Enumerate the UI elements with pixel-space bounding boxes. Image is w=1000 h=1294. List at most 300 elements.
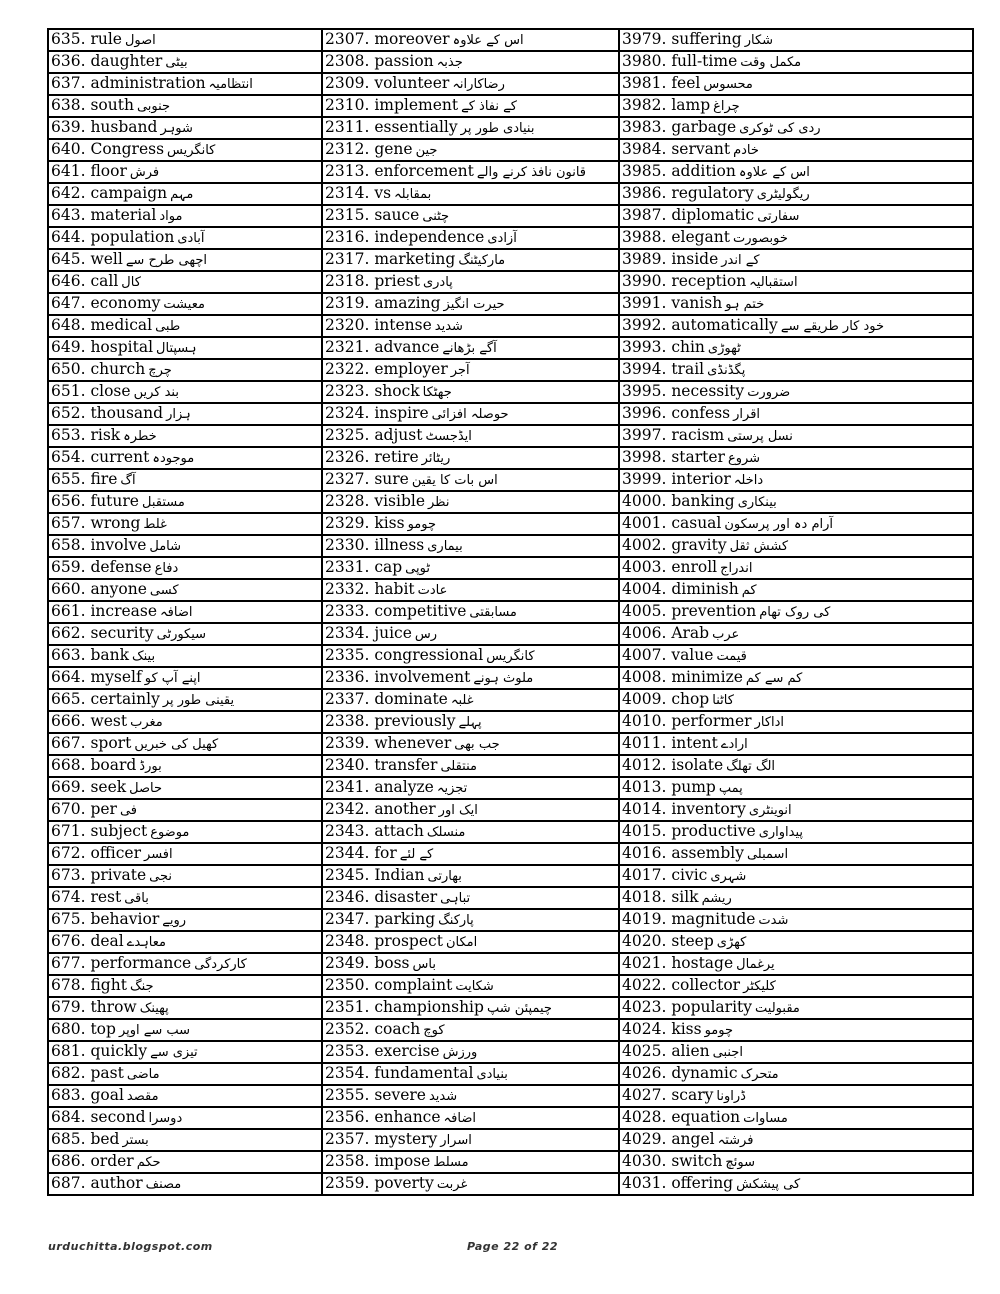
entry-number: 2309. <box>325 74 370 92</box>
urdu-translation: آجر <box>450 363 470 378</box>
vocab-entry-cell <box>322 887 619 909</box>
english-word: dominate <box>374 690 448 708</box>
urdu-translation: رس <box>414 627 438 642</box>
english-word: anyone <box>90 580 147 598</box>
entry-number: 2339. <box>325 734 370 752</box>
entry-number: 2354. <box>325 1064 370 1082</box>
english-word: rest <box>90 888 122 906</box>
entry-number: 2326. <box>325 448 370 466</box>
vocab-entry-cell <box>619 73 973 95</box>
urdu-translation: ردی کی ٹوکری <box>739 121 821 136</box>
vocab-entry-cell <box>48 997 322 1019</box>
vocab-entry-cell <box>619 1085 973 1107</box>
entry-number: 3989. <box>622 250 667 268</box>
vocab-entry-cell <box>48 1019 322 1041</box>
english-word: full-time <box>671 52 738 70</box>
vocab-entry-cell <box>322 161 619 183</box>
vocab-entry-cell <box>619 381 973 403</box>
table-row <box>48 139 973 161</box>
vocab-entry-cell <box>619 29 973 51</box>
english-word: priest <box>374 272 420 290</box>
vocab-entry-cell <box>619 337 973 359</box>
english-word: civic <box>671 866 708 884</box>
entry-number: 637. <box>51 74 86 92</box>
vocab-entry-cell <box>48 359 322 381</box>
entry-number: 683. <box>51 1086 86 1104</box>
english-word: fundamental <box>374 1064 474 1082</box>
urdu-translation: تیزی سے <box>150 1045 198 1060</box>
urdu-translation: پارکنگ <box>438 913 474 928</box>
english-word: retire <box>374 448 419 466</box>
entry-number: 662. <box>51 624 86 642</box>
english-word: thousand <box>90 404 164 422</box>
urdu-translation: الگ تھلگ <box>726 759 776 774</box>
entry-number: 2335. <box>325 646 370 664</box>
urdu-translation: بینکاری <box>737 495 777 510</box>
vocab-entry-cell <box>48 227 322 249</box>
urdu-translation: شدید <box>434 319 463 334</box>
vocab-entry-cell <box>619 557 973 579</box>
english-word: involve <box>90 536 147 554</box>
table-row <box>48 997 973 1019</box>
entry-number: 2324. <box>325 404 370 422</box>
urdu-translation: شکایت <box>455 979 494 994</box>
entry-number: 676. <box>51 932 86 950</box>
entry-number: 2357. <box>325 1130 370 1148</box>
vocab-entry-cell <box>48 601 322 623</box>
vocab-entry-cell <box>322 51 619 73</box>
urdu-translation: ریٹائر <box>421 451 451 466</box>
urdu-translation: بینک <box>132 649 156 664</box>
entry-number: 651. <box>51 382 86 400</box>
entry-number: 2333. <box>325 602 370 620</box>
urdu-translation: موضوع <box>150 825 190 840</box>
vocab-entry-cell <box>48 1063 322 1085</box>
urdu-translation: محسوس <box>703 77 753 92</box>
vocab-entry-cell <box>48 469 322 491</box>
vocab-entry-cell <box>322 755 619 777</box>
vocab-entry-cell <box>322 271 619 293</box>
urdu-translation: بیٹی <box>165 55 188 70</box>
vocab-entry-cell <box>48 579 322 601</box>
vocab-entry-cell <box>619 359 973 381</box>
table-row <box>48 755 973 777</box>
urdu-translation: اصول <box>124 33 156 48</box>
entry-number: 4029. <box>622 1130 667 1148</box>
vocab-entry-cell <box>619 909 973 931</box>
urdu-translation: پمپ <box>718 781 743 796</box>
entry-number: 2312. <box>325 140 370 158</box>
entry-number: 2330. <box>325 536 370 554</box>
english-word: confess <box>671 404 731 422</box>
vocab-entry-cell <box>619 227 973 249</box>
entry-number: 4011. <box>622 734 667 752</box>
vocab-entry-cell <box>322 1063 619 1085</box>
entry-number: 4030. <box>622 1152 667 1170</box>
vocab-entry-cell <box>322 381 619 403</box>
english-word: private <box>90 866 147 884</box>
entry-number: 2319. <box>325 294 370 312</box>
urdu-translation: انتظامیہ <box>208 77 253 92</box>
english-word: essentially <box>374 118 458 136</box>
english-word: independence <box>374 228 485 246</box>
vocab-entry-cell <box>48 117 322 139</box>
entry-number: 656. <box>51 492 86 510</box>
english-word: fire <box>90 470 118 488</box>
vocab-entry-cell <box>48 447 322 469</box>
entry-number: 4025. <box>622 1042 667 1060</box>
entry-number: 672. <box>51 844 86 862</box>
vocab-entry-cell <box>619 513 973 535</box>
entry-number: 3991. <box>622 294 667 312</box>
english-word: author <box>90 1174 143 1192</box>
entry-number: 664. <box>51 668 86 686</box>
vocab-entry-cell <box>322 315 619 337</box>
urdu-translation: کی روک تھام <box>759 605 831 620</box>
vocab-entry-cell <box>619 1173 973 1195</box>
urdu-translation: کانگریس <box>486 649 535 664</box>
entry-number: 2321. <box>325 338 370 356</box>
english-word: implement <box>374 96 459 114</box>
english-word: close <box>90 382 131 400</box>
english-word: quickly <box>90 1042 148 1060</box>
entry-number: 2349. <box>325 954 370 972</box>
english-word: behavior <box>90 910 160 928</box>
english-word: suffering <box>671 30 742 48</box>
english-word: sure <box>374 470 409 488</box>
entry-number: 666. <box>51 712 86 730</box>
urdu-translation: بستر <box>122 1133 149 1148</box>
urdu-translation: اسمبلی <box>746 847 789 862</box>
urdu-translation: ٹھوڑی <box>707 341 741 356</box>
entry-number: 4019. <box>622 910 667 928</box>
table-row <box>48 183 973 205</box>
urdu-translation: ملوث ہونے <box>473 671 534 686</box>
entry-number: 2345. <box>325 866 370 884</box>
english-word: kiss <box>671 1020 702 1038</box>
urdu-translation: سب سے اوپر <box>118 1023 191 1038</box>
english-word: past <box>90 1064 124 1082</box>
entry-number: 3983. <box>622 118 667 136</box>
vocab-entry-cell <box>322 491 619 513</box>
english-word: steep <box>671 932 714 950</box>
vocab-entry-cell <box>48 909 322 931</box>
urdu-translation: جب بھی <box>454 737 500 752</box>
vocab-entry-cell <box>619 689 973 711</box>
english-word: illness <box>374 536 425 554</box>
vocab-entry-cell <box>619 425 973 447</box>
urdu-translation: یقینی طور پر <box>162 693 235 708</box>
urdu-translation: سوئچ <box>725 1155 756 1170</box>
entry-number: 2351. <box>325 998 370 1016</box>
english-word: sport <box>90 734 132 752</box>
urdu-translation: قانون نافذ کرنے والے <box>476 165 587 180</box>
english-word: enforcement <box>374 162 474 180</box>
entry-number: 2344. <box>325 844 370 862</box>
vocab-entry-cell <box>48 777 322 799</box>
table-row <box>48 909 973 931</box>
english-word: vanish <box>671 294 723 312</box>
entry-number: 659. <box>51 558 86 576</box>
urdu-translation: کلیکٹر <box>743 979 776 994</box>
urdu-translation: طبی <box>155 319 181 334</box>
entry-number: 674. <box>51 888 86 906</box>
entry-number: 2340. <box>325 756 370 774</box>
urdu-translation: حکم <box>136 1155 161 1170</box>
entry-number: 3987. <box>622 206 667 224</box>
entry-number: 657. <box>51 514 86 532</box>
entry-number: 4002. <box>622 536 667 554</box>
vocab-entry-cell <box>322 843 619 865</box>
english-word: angel <box>671 1130 715 1148</box>
table-row <box>48 469 973 491</box>
vocab-entry-cell <box>322 821 619 843</box>
vocab-entry-cell <box>48 29 322 51</box>
entry-number: 4022. <box>622 976 667 994</box>
vocab-entry-cell <box>48 51 322 73</box>
vocab-entry-cell <box>48 425 322 447</box>
urdu-translation: مہم <box>170 187 194 202</box>
english-word: goal <box>90 1086 124 1104</box>
vocab-entry-cell <box>322 601 619 623</box>
table-row <box>48 205 973 227</box>
vocab-entry-cell <box>322 1151 619 1173</box>
vocab-entry-cell <box>322 183 619 205</box>
vocab-entry-cell <box>48 73 322 95</box>
english-word: advance <box>374 338 440 356</box>
vocab-entry-cell <box>619 755 973 777</box>
table-row <box>48 425 973 447</box>
urdu-translation: نسل پرستی <box>727 429 793 444</box>
vocab-entry-cell <box>619 1129 973 1151</box>
entry-number: 671. <box>51 822 86 840</box>
table-row <box>48 601 973 623</box>
urdu-translation: تجزیہ <box>436 781 468 796</box>
vocab-entry-cell <box>48 975 322 997</box>
table-row <box>48 51 973 73</box>
table-row <box>48 95 973 117</box>
vocab-entry-cell <box>322 227 619 249</box>
entry-number: 2314. <box>325 184 370 202</box>
entry-number: 4028. <box>622 1108 667 1126</box>
vocab-entry-cell <box>322 249 619 271</box>
urdu-translation: مغرب <box>130 715 163 730</box>
vocab-entry-cell <box>619 293 973 315</box>
urdu-translation: آرام دہ اور پرسکون <box>724 517 834 532</box>
vocab-entry-cell <box>619 1107 973 1129</box>
entry-number: 2325. <box>325 426 370 444</box>
urdu-translation: آگ <box>120 473 136 488</box>
urdu-translation: پھینک <box>139 1001 169 1016</box>
urdu-translation: شامل <box>149 539 182 554</box>
english-word: disaster <box>374 888 438 906</box>
english-word: previously <box>374 712 456 730</box>
urdu-translation: چراغ <box>713 99 740 114</box>
urdu-translation: آزادی <box>487 231 517 246</box>
english-word: minimize <box>671 668 743 686</box>
english-word: medical <box>90 316 153 334</box>
entry-number: 2358. <box>325 1152 370 1170</box>
english-word: performance <box>90 954 192 972</box>
entry-number: 4013. <box>622 778 667 796</box>
english-word: interior <box>671 470 731 488</box>
english-word: kiss <box>374 514 405 532</box>
urdu-translation: جذبہ <box>436 55 463 70</box>
table-row <box>48 1129 973 1151</box>
urdu-translation: کانگریس <box>167 143 216 158</box>
vocab-entry-cell <box>322 293 619 315</box>
vocab-entry-cell <box>322 447 619 469</box>
vocab-entry-cell <box>322 1173 619 1195</box>
urdu-translation: شوہر <box>160 121 193 136</box>
vocab-entry-cell <box>322 535 619 557</box>
english-word: moreover <box>374 30 450 48</box>
urdu-translation: اسرار <box>440 1133 472 1148</box>
urdu-translation: مقبولیت <box>755 1001 800 1016</box>
vocab-entry-cell <box>48 689 322 711</box>
urdu-translation: اداکار <box>754 715 785 730</box>
vocab-entry-cell <box>48 557 322 579</box>
entry-number: 3993. <box>622 338 667 356</box>
entry-number: 2329. <box>325 514 370 532</box>
vocab-entry-cell <box>322 359 619 381</box>
entry-number: 2328. <box>325 492 370 510</box>
vocab-entry-cell <box>48 1107 322 1129</box>
urdu-translation: اضافہ <box>443 1111 476 1126</box>
entry-number: 3998. <box>622 448 667 466</box>
english-word: transfer <box>374 756 438 774</box>
english-word: current <box>90 448 150 466</box>
english-word: attach <box>374 822 424 840</box>
vocab-entry-cell <box>322 733 619 755</box>
english-word: population <box>90 228 175 246</box>
entry-number: 4026. <box>622 1064 667 1082</box>
english-word: gene <box>374 140 413 158</box>
urdu-translation: فی <box>119 803 138 818</box>
urdu-translation: رضاکارانہ <box>452 77 505 92</box>
urdu-translation: سفارتی <box>757 209 800 224</box>
urdu-translation: اندراج <box>720 561 753 576</box>
entry-number: 2332. <box>325 580 370 598</box>
entry-number: 2320. <box>325 316 370 334</box>
table-row <box>48 887 973 909</box>
vocab-entry-cell <box>619 183 973 205</box>
entry-number: 670. <box>51 800 86 818</box>
urdu-translation: مصنف <box>145 1177 182 1192</box>
urdu-translation: مقصد <box>126 1089 159 1104</box>
table-row <box>48 1151 973 1173</box>
urdu-translation: ضرورت <box>747 385 791 400</box>
english-word: mystery <box>374 1130 438 1148</box>
english-word: prospect <box>374 932 443 950</box>
vocabulary-table <box>47 28 974 1196</box>
english-word: marketing <box>374 250 456 268</box>
urdu-translation: ریشم <box>701 891 732 906</box>
vocab-entry-cell <box>322 205 619 227</box>
urdu-translation: اجنبی <box>712 1045 743 1060</box>
entry-number: 635. <box>51 30 86 48</box>
vocab-entry-cell <box>48 513 322 535</box>
english-word: pump <box>671 778 716 796</box>
urdu-translation: پیداواری <box>758 825 804 840</box>
vocab-entry-cell <box>48 645 322 667</box>
english-word: feel <box>671 74 701 92</box>
table-row <box>48 73 973 95</box>
table-row <box>48 161 973 183</box>
urdu-translation: مستقبل <box>141 495 185 510</box>
entry-number: 2334. <box>325 624 370 642</box>
vocab-entry-cell <box>48 491 322 513</box>
table-row <box>48 29 973 51</box>
entry-number: 646. <box>51 272 86 290</box>
table-row <box>48 535 973 557</box>
vocab-entry-cell <box>322 1019 619 1041</box>
urdu-translation: نظر <box>428 495 450 510</box>
entry-number: 2350. <box>325 976 370 994</box>
urdu-translation: مسابقتی <box>469 605 517 620</box>
english-word: future <box>90 492 139 510</box>
entry-number: 687. <box>51 1174 86 1192</box>
vocab-entry-cell <box>322 689 619 711</box>
entry-number: 3992. <box>622 316 667 334</box>
english-word: value <box>671 646 714 664</box>
vocab-entry-cell <box>48 139 322 161</box>
english-word: coach <box>374 1020 421 1038</box>
vocab-entry-cell <box>48 733 322 755</box>
entry-number: 685. <box>51 1130 86 1148</box>
entry-number: 2359. <box>325 1174 370 1192</box>
urdu-translation: چٹنی <box>422 209 450 224</box>
entry-number: 2317. <box>325 250 370 268</box>
vocab-entry-cell <box>322 997 619 1019</box>
vocab-entry-cell <box>48 1041 322 1063</box>
urdu-translation: موجودہ <box>152 451 195 466</box>
english-word: poverty <box>374 1174 434 1192</box>
entry-number: 2322. <box>325 360 370 378</box>
urdu-translation: کاٹنا <box>712 693 734 708</box>
entry-number: 4018. <box>622 888 667 906</box>
vocab-entry-cell <box>619 447 973 469</box>
vocab-entry-cell <box>48 403 322 425</box>
english-word: parking <box>374 910 436 928</box>
english-word: juice <box>374 624 412 642</box>
vocab-entry-cell <box>48 161 322 183</box>
urdu-translation: کھڑی <box>716 935 747 950</box>
english-word: south <box>90 96 134 114</box>
entry-number: 2356. <box>325 1108 370 1126</box>
table-row <box>48 931 973 953</box>
vocab-entry-cell <box>619 161 973 183</box>
vocab-entry-cell <box>48 535 322 557</box>
footer-site-url: urduchitta.blogspot.com <box>48 1240 213 1253</box>
english-word: campaign <box>90 184 168 202</box>
vocab-entry-cell <box>48 1151 322 1173</box>
vocab-entry-cell <box>48 337 322 359</box>
entry-number: 2310. <box>325 96 370 114</box>
urdu-translation: چیمپئن شپ <box>486 1001 552 1016</box>
english-word: call <box>90 272 119 290</box>
vocab-entry-cell <box>322 337 619 359</box>
urdu-translation: فرشتہ <box>717 1133 754 1148</box>
entry-number: 4007. <box>622 646 667 664</box>
entry-number: 675. <box>51 910 86 928</box>
urdu-translation: خود کار طریقے سے <box>780 319 885 334</box>
urdu-translation: مارکیٹنگ <box>458 253 506 268</box>
table-row <box>48 1041 973 1063</box>
english-word: productive <box>671 822 756 840</box>
entry-number: 648. <box>51 316 86 334</box>
urdu-translation: کسی <box>149 583 179 598</box>
